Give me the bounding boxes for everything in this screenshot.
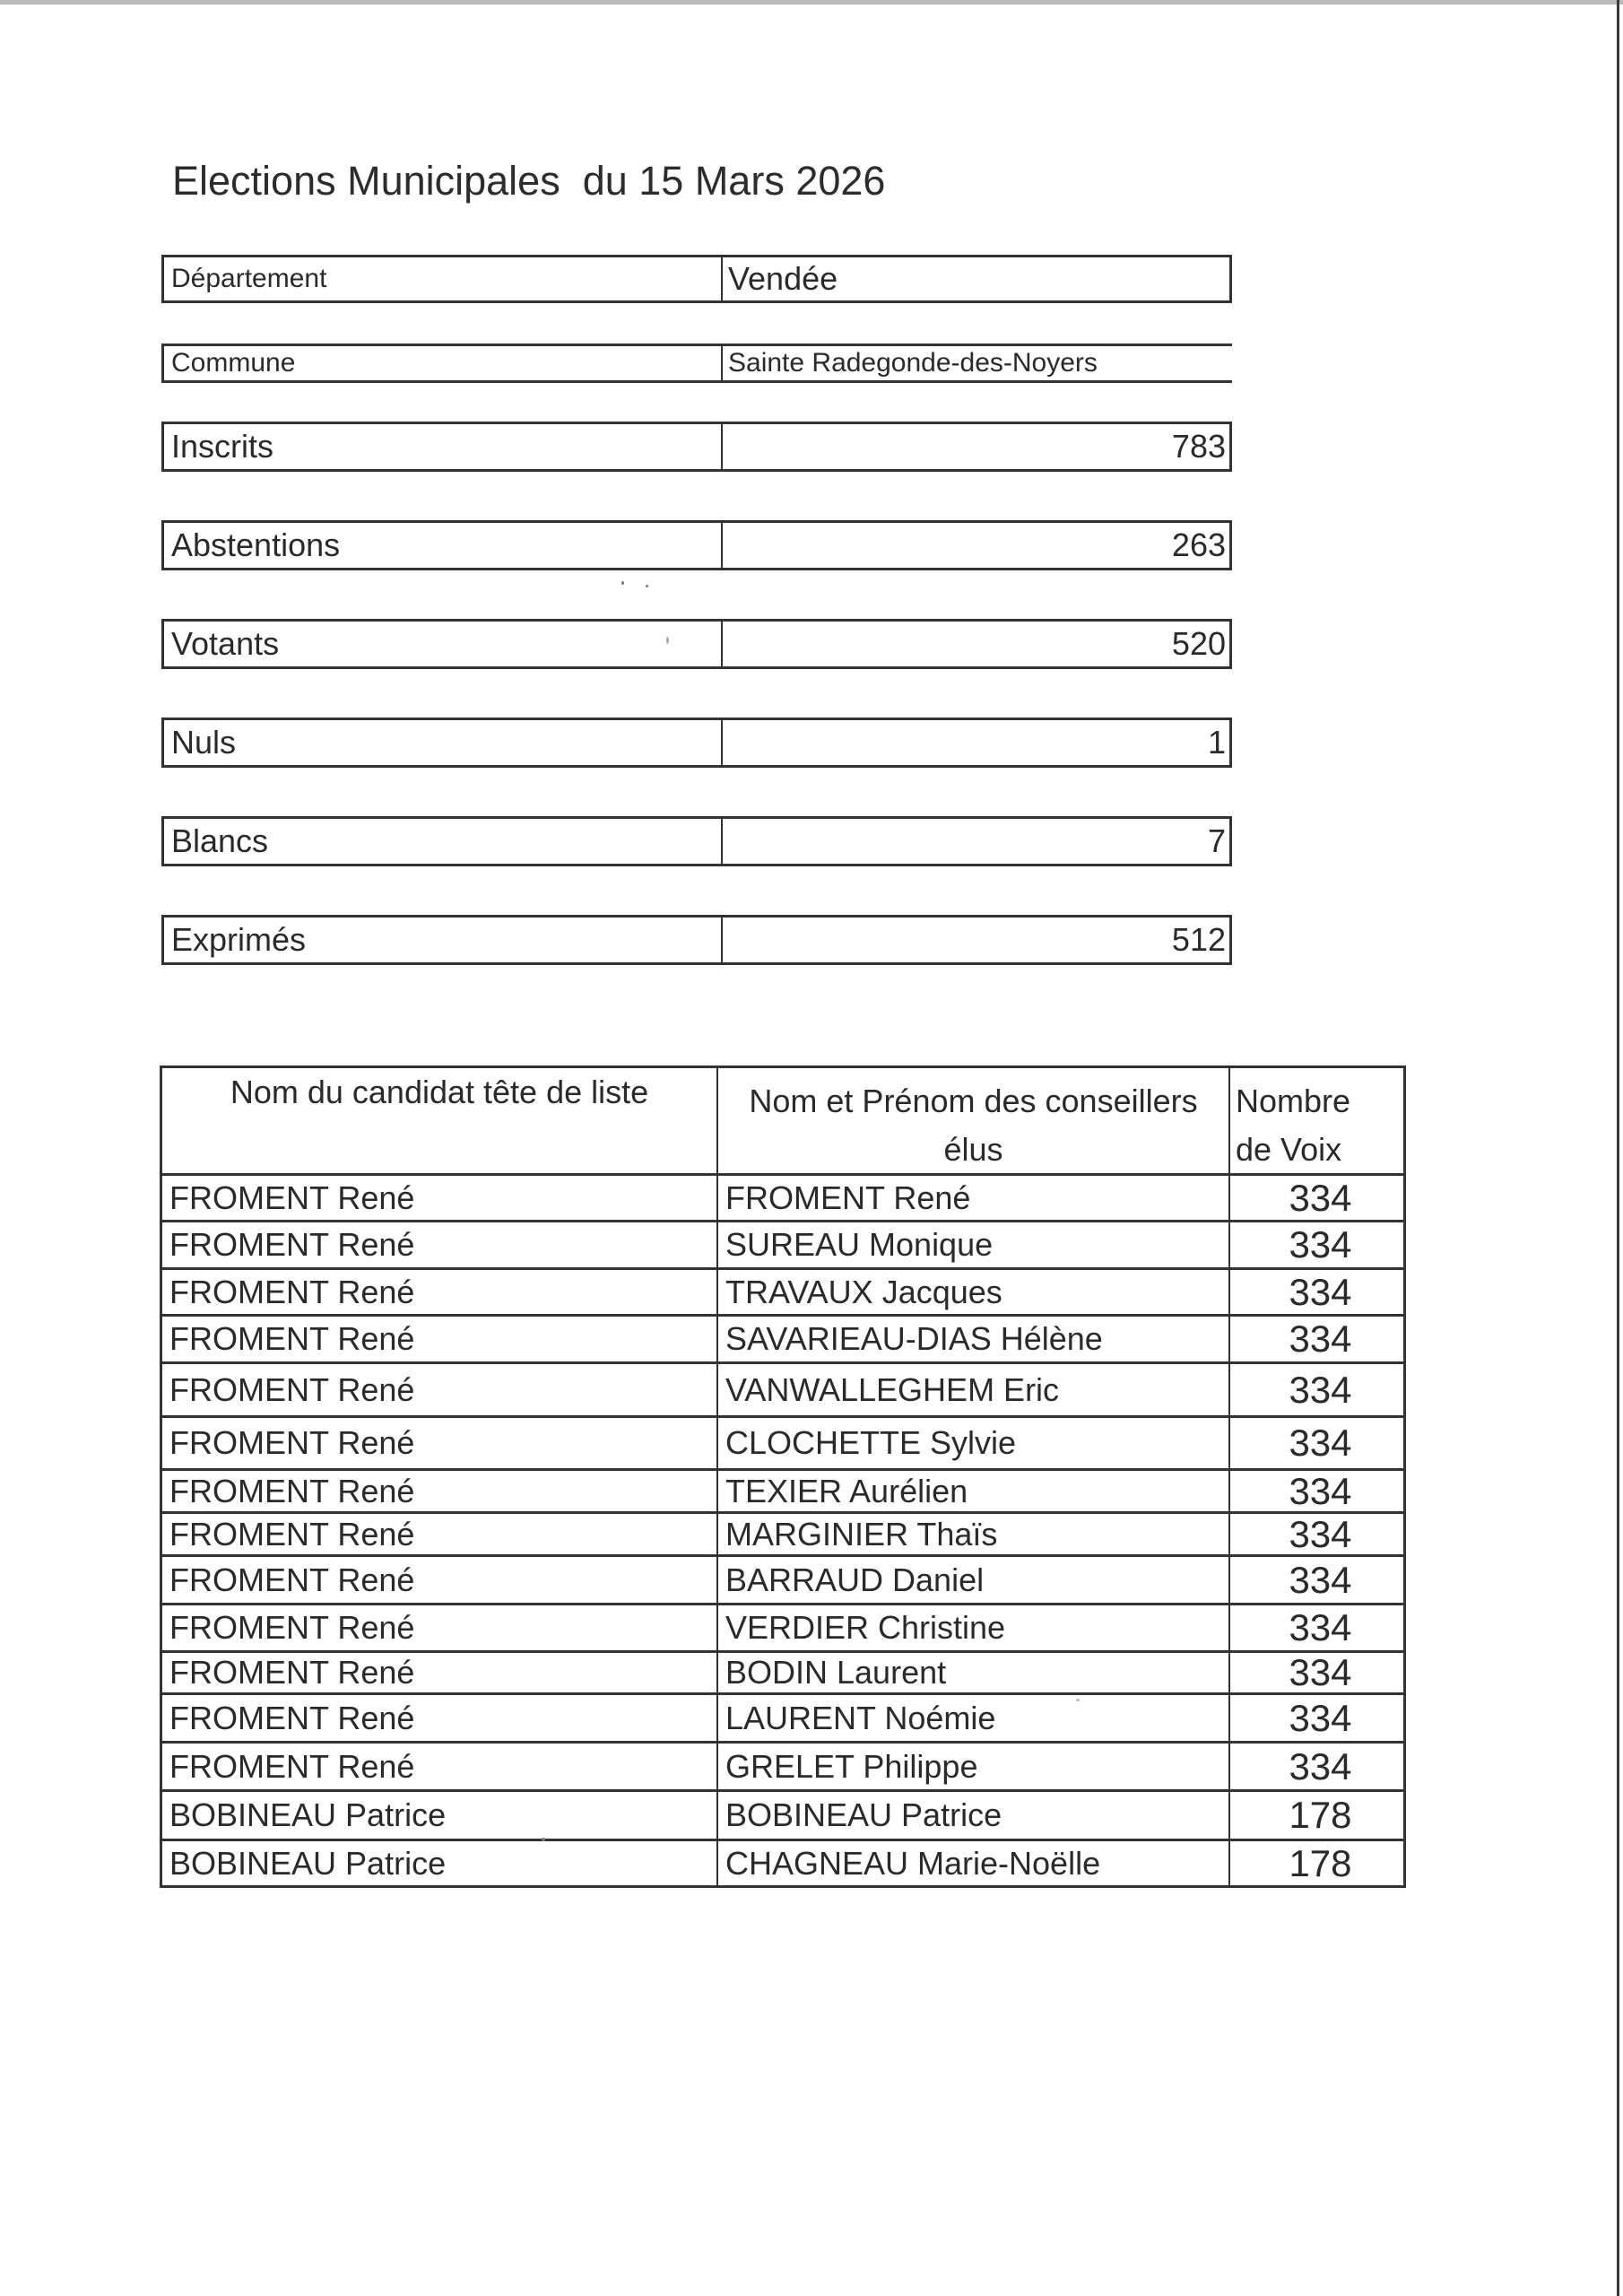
cell-elu: MARGINIER Thaïs (718, 1514, 1230, 1554)
stat-row-blancs (161, 816, 1232, 866)
header-voix-line2: de Voix (1236, 1130, 1342, 1168)
stat-value: 783 (1171, 428, 1226, 465)
stat-row-votants (161, 619, 1232, 669)
scan-right-edge (1617, 0, 1619, 2296)
cell-elu: BOBINEAU Patrice (718, 1792, 1230, 1839)
header-voix (1230, 1068, 1403, 1173)
stat-value: 7 (1207, 822, 1226, 859)
cell-elu: TRAVAUX Jacques (718, 1270, 1230, 1314)
cell-voix: 334 (1289, 1469, 1352, 1512)
stat-row-inscrits (161, 422, 1232, 472)
scan-speck (646, 585, 648, 587)
cell-voix: 334 (1289, 1270, 1352, 1313)
cell-elu: VERDIER Christine (718, 1605, 1230, 1650)
header-tete-de-liste (162, 1068, 718, 1173)
cell-elu: FROMENT René (718, 1176, 1230, 1220)
cell-elu: LAURENT Noémie (718, 1695, 1230, 1741)
stat-value: 263 (1171, 526, 1226, 563)
scan-speck (621, 581, 624, 585)
cell-voix: 334 (1289, 1422, 1352, 1464)
cell-elu: CHAGNEAU Marie-Noëlle (718, 1841, 1230, 1885)
scan-top-edge (0, 0, 1623, 4)
departement-row (161, 255, 1232, 303)
cell-voix: 334 (1289, 1176, 1352, 1219)
header-voix-line1: Nombre (1236, 1082, 1351, 1119)
stat-label: Inscrits (164, 424, 723, 469)
departement-value: Vendée (728, 260, 838, 297)
cell-voix: 334 (1289, 1223, 1352, 1265)
table-row (162, 1741, 1403, 1789)
cell-voix: 178 (1289, 1794, 1352, 1836)
cell-tete: FROMENT René (162, 1557, 718, 1603)
header-elus (718, 1068, 1230, 1173)
cell-elu: VANWALLEGHEM Eric (718, 1364, 1230, 1415)
cell-tete: FROMENT René (162, 1222, 718, 1267)
table-row (162, 1220, 1403, 1267)
cell-tete: FROMENT René (162, 1176, 718, 1220)
stat-value: 1 (1207, 724, 1226, 761)
table-row (162, 1650, 1403, 1692)
departement-label: Département (164, 257, 723, 300)
table-row (162, 1314, 1403, 1361)
cell-tete: BOBINEAU Patrice (162, 1792, 718, 1839)
header-elus-line2: élus (943, 1130, 1003, 1168)
cell-tete: FROMENT René (162, 1471, 718, 1511)
table-row (162, 1839, 1403, 1885)
stat-label: Votants (164, 622, 723, 666)
page-title: Elections Municipales du 15 Mars 2026 (172, 158, 886, 204)
cell-elu: BODIN Laurent (718, 1653, 1230, 1692)
stat-row-abstentions (161, 520, 1232, 570)
cell-tete: BOBINEAU Patrice (162, 1841, 718, 1885)
table-row (162, 1267, 1403, 1314)
cell-voix: 334 (1289, 1318, 1352, 1360)
cell-voix: 334 (1289, 1606, 1352, 1648)
table-row (162, 1415, 1403, 1468)
scan-speck (1076, 1699, 1080, 1701)
cell-elu: SUREAU Monique (718, 1222, 1230, 1267)
cell-voix: 334 (1289, 1651, 1352, 1693)
cell-elu: GRELET Philippe (718, 1744, 1230, 1789)
cell-tete: FROMENT René (162, 1270, 718, 1314)
cell-tete: FROMENT René (162, 1514, 718, 1554)
cell-elu: SAVARIEAU-DIAS Hélène (718, 1317, 1230, 1361)
cell-tete: FROMENT René (162, 1744, 718, 1789)
commune-label: Commune (164, 346, 723, 380)
cell-voix: 334 (1289, 1744, 1352, 1787)
stat-row-exprimes (161, 915, 1232, 965)
results-table (160, 1065, 1406, 1888)
table-row (162, 1361, 1403, 1415)
cell-voix: 334 (1289, 1512, 1352, 1555)
header-elus-line1: Nom et Prénom des conseillers (749, 1082, 1198, 1119)
results-header-row (162, 1068, 1403, 1173)
table-row (162, 1511, 1403, 1554)
cell-tete: FROMENT René (162, 1317, 718, 1361)
stat-label: Blancs (164, 819, 723, 864)
header-tete-de-liste-label: Nom du candidat tête de liste (230, 1074, 649, 1110)
cell-voix: 334 (1289, 1558, 1352, 1601)
table-row (162, 1692, 1403, 1741)
stat-row-nuls (161, 718, 1232, 768)
cell-voix: 334 (1289, 1696, 1352, 1739)
commune-row (161, 344, 1232, 383)
cell-tete: FROMENT René (162, 1653, 718, 1692)
table-row (162, 1603, 1403, 1650)
cell-tete: FROMENT René (162, 1364, 718, 1415)
cell-tete: FROMENT René (162, 1695, 718, 1741)
table-row (162, 1173, 1403, 1220)
cell-tete: FROMENT René (162, 1605, 718, 1650)
cell-voix: 334 (1289, 1368, 1352, 1411)
cell-tete: FROMENT René (162, 1418, 718, 1468)
cell-elu: TEXIER Aurélien (718, 1471, 1230, 1511)
scan-speck (542, 1838, 545, 1841)
stat-value: 520 (1171, 625, 1226, 662)
stat-label: Abstentions (164, 523, 723, 568)
scan-speck (666, 637, 669, 644)
stat-label: Nuls (164, 720, 723, 765)
table-row (162, 1789, 1403, 1839)
table-row (162, 1554, 1403, 1603)
cell-voix: 178 (1289, 1841, 1352, 1884)
commune-value: Sainte Radegonde-des-Noyers (728, 348, 1098, 378)
cell-elu: BARRAUD Daniel (718, 1557, 1230, 1603)
stat-label: Exprimés (164, 918, 723, 962)
cell-elu: CLOCHETTE Sylvie (718, 1418, 1230, 1468)
table-row (162, 1468, 1403, 1511)
stat-value: 512 (1171, 921, 1226, 958)
